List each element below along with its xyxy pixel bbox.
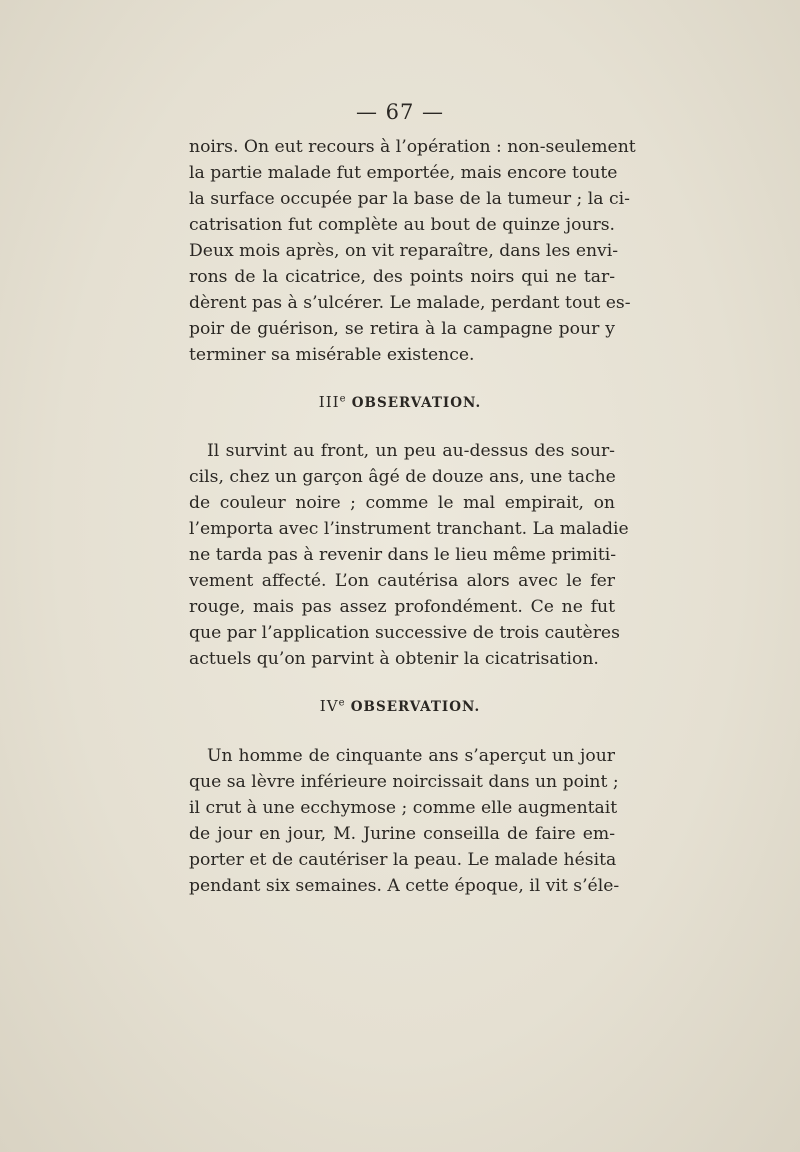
- text-line: ne tarda pas à revenir dans le lieu même primiti-: [189, 545, 617, 565]
- text-line: pendant six semaines. A cette époque, il vit s’éle-: [189, 876, 620, 896]
- heading-numeral: III: [318, 393, 340, 411]
- text-line: de jour en jour, M. Jurine conseilla de faire em-: [189, 824, 615, 844]
- text-line: rouge, mais pas assez profondément. Ce ne fut: [189, 597, 615, 617]
- text-line: que par l’application successive de trois cautères: [189, 623, 620, 643]
- section-heading-4: [0, 697, 800, 715]
- text-line: la surface occupée par la base de la tumeur ; la ci-: [189, 189, 630, 209]
- text-line: de couleur noire ; comme le mal empirait, on: [189, 493, 615, 513]
- text-line: que sa lèvre inférieure noircissait dans un point ;: [189, 772, 619, 792]
- heading-word: OBSERVATION.: [350, 699, 481, 715]
- text-line: poir de guérison, se retira à la campagne pour y: [189, 319, 615, 339]
- text-line: dèrent pas à s’ulcérer. Le malade, perdant tout es-: [189, 293, 631, 313]
- text-line: noirs. On eut recours à l’opération : non-seulement: [189, 137, 636, 157]
- paragraph-1: [189, 134, 636, 368]
- text-line: la partie malade fut emportée, mais encore toute: [189, 163, 618, 183]
- text-line: il crut à une ecchymose ; comme elle augmentait: [189, 798, 618, 818]
- text-line: cils, chez un garçon âgé de douze ans, une tache: [189, 467, 616, 487]
- paragraph-3: [189, 743, 620, 899]
- heading-superscript: e: [339, 393, 347, 405]
- paragraph-2: [189, 438, 629, 672]
- text-line: Un homme de cinquante ans s’aperçut un jour: [207, 746, 615, 766]
- heading-numeral: IV: [319, 697, 339, 715]
- text-line: Il survint au front, un peu au-dessus des sour-: [207, 441, 615, 461]
- heading-superscript: e: [338, 697, 346, 709]
- text-line: vement affecté. L’on cautérisa alors avec le fer: [189, 571, 615, 591]
- text-line: catrisation fut complète au bout de quinze jours.: [189, 215, 615, 235]
- section-heading-3: [0, 393, 800, 411]
- heading-word: OBSERVATION.: [351, 395, 482, 411]
- text-line: porter et de cautériser la peau. Le malade hésita: [189, 850, 617, 870]
- text-line: actuels qu’on parvint à obtenir la cicatrisation.: [189, 649, 599, 669]
- text-line: l’emporta avec l’instrument tranchant. La maladie: [189, 519, 629, 539]
- text-line: rons de la cicatrice, des points noirs qui ne tar-: [189, 267, 615, 287]
- text-line: terminer sa misérable existence.: [189, 345, 475, 365]
- page-number: — 67 —: [355, 100, 445, 124]
- text-line: Deux mois après, on vit reparaître, dans les envi-: [189, 241, 619, 261]
